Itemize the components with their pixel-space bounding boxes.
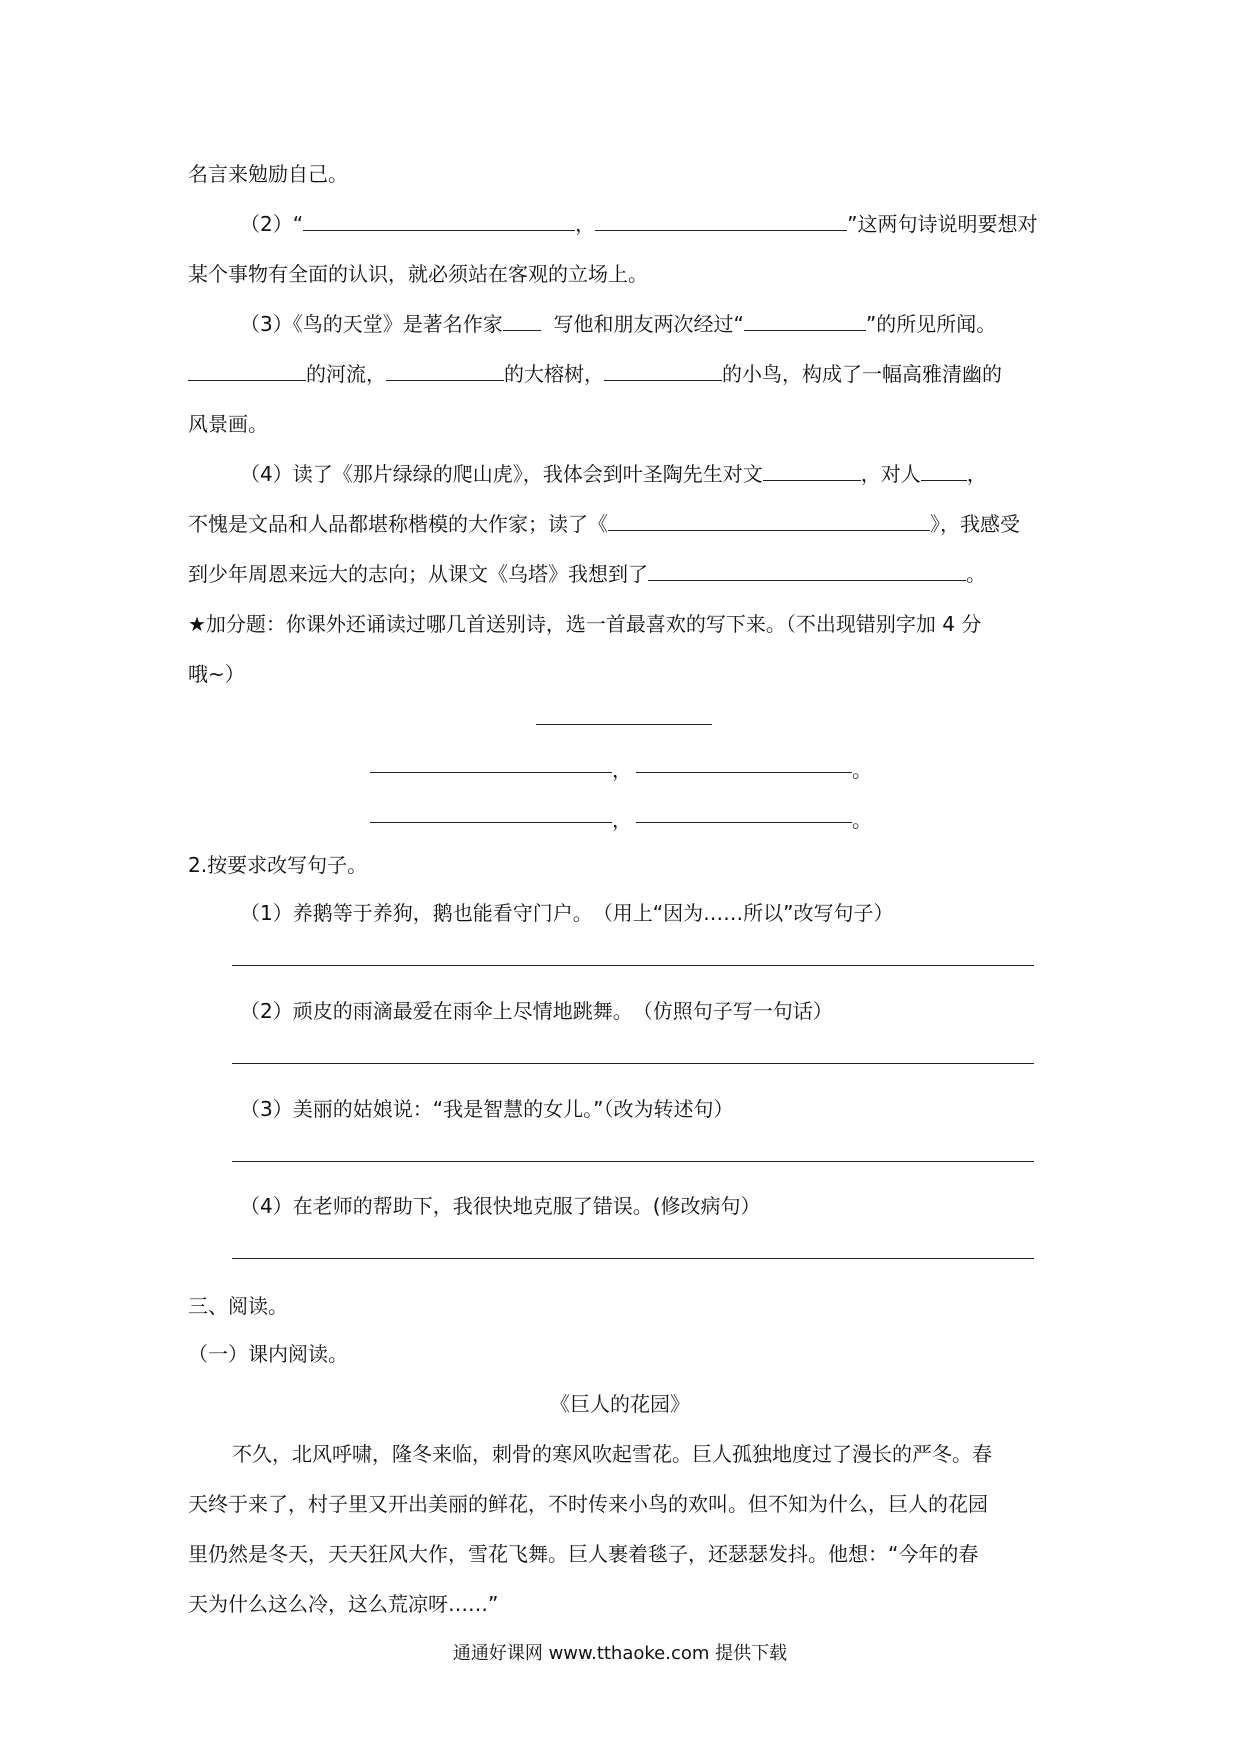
question-3-line3: 风景画。 <box>188 412 268 436</box>
poem-title-blank[interactable] <box>536 724 712 725</box>
q4-attitude-work-blank[interactable] <box>763 479 861 481</box>
bonus-question-line1: ★加分题：你课外还诵读过哪几首送别诗，选一首最喜欢的写下来。（不出现错别字加 4 分 <box>188 612 982 636</box>
question-4-line2 <box>188 514 1020 534</box>
q2-blank-2[interactable] <box>595 229 847 231</box>
q3-bird-blank[interactable] <box>604 379 722 381</box>
q2-prefix: （2）“ <box>240 212 304 236</box>
q2-suffix: ”这两句诗说明要想对 <box>847 212 1038 236</box>
section-3-subtitle: （一）课内阅读。 <box>188 1342 348 1366</box>
passage-line-4: 天为什么这么冷，这么荒凉呀……” <box>188 1592 499 1616</box>
poem-line2-period: 。 <box>852 808 872 832</box>
q3-author-blank[interactable] <box>503 329 541 331</box>
q4-text-title-blank[interactable] <box>608 529 930 531</box>
q3-part-a: （3）《鸟的天堂》是著名作家 <box>240 312 503 336</box>
q4-thought-blank[interactable] <box>648 579 966 581</box>
passage-line-3: 里仍然是冬天，天天狂风大作，雪花飞舞。巨人裹着毯子，还瑟瑟发抖。他想：“今年的春 <box>188 1542 979 1566</box>
poem-line2-blank-a[interactable] <box>370 822 612 823</box>
rewrite-item-1: （1）养鹅等于养狗，鹅也能看守门户。 （用上“因为……所以”改写句子） <box>240 901 894 925</box>
q4-part-f: 到少年周恩来远大的志向；从课文《乌塔》我想到了 <box>188 562 648 586</box>
rewrite-item-4: （4）在老师的帮助下，我很快地克服了错误。(修改病句） <box>240 1194 761 1218</box>
poem-line2-comma: ， <box>612 808 632 832</box>
question-3-line2 <box>188 364 1002 384</box>
question-3-line1 <box>240 314 996 334</box>
rewrite-answer-line-2[interactable] <box>232 1063 1034 1064</box>
q3-banyan-blank[interactable] <box>386 379 504 381</box>
q3-part-f: 的小鸟，构成了一幅高雅清幽的 <box>722 362 1002 386</box>
passage-line-1: 不久，北风呼啸，隆冬来临，刺骨的寒风吹起雪花。巨人孤独地度过了漫长的严冬。春 <box>232 1442 992 1466</box>
section-3-title: 三、阅读。 <box>188 1294 288 1318</box>
poem-line1-blank-a[interactable] <box>370 772 612 773</box>
rewrite-answer-line-3[interactable] <box>232 1161 1034 1162</box>
question-4-line3 <box>188 564 986 584</box>
q4-attitude-people-blank[interactable] <box>921 479 967 481</box>
poem-line1-period: 。 <box>852 758 872 782</box>
page-footer: 通通好课网 www.tthaoke.com 提供下载 <box>452 1643 788 1664</box>
q3-place-blank[interactable] <box>744 329 866 331</box>
q3-part-d: 的河流， <box>306 362 386 386</box>
rewrite-answer-line-4[interactable] <box>232 1258 1034 1259</box>
q2-blank-1[interactable] <box>303 229 575 231</box>
question-2-line1 <box>240 214 1037 234</box>
q3-river-blank[interactable] <box>188 379 306 381</box>
q4-part-g: 。 <box>966 562 986 586</box>
poem-line1-comma: ， <box>612 758 632 782</box>
q4-part-a: （4）读了《那片绿绿的爬山虎》，我体会到叶圣陶先生对文 <box>240 462 763 486</box>
section-2-title: 2.按要求改写句子。 <box>188 853 368 877</box>
q4-part-d: 不愧是文品和人品都堪称楷模的大作家；读了《 <box>188 512 608 536</box>
poem-line2-blank-b[interactable] <box>636 822 852 823</box>
poem-line1-blank-b[interactable] <box>636 772 852 773</box>
q2-comma: ， <box>575 212 596 236</box>
passage-title: 《巨人的花园》 <box>550 1392 690 1416</box>
q4-part-e: 》，我感受 <box>930 512 1020 536</box>
q3-part-b: 写他和朋友两次经过“ <box>553 312 744 336</box>
q3-part-e: 的大榕树， <box>504 362 604 386</box>
passage-line-2: 天终于来了，村子里又开出美丽的鲜花，不时传来小鸟的欢叫。但不知为什么，巨人的花园 <box>188 1492 988 1516</box>
rewrite-answer-line-1[interactable] <box>232 965 1034 966</box>
paragraph-tail: 名言来勉励自己。 <box>188 162 348 186</box>
q4-part-c: ， <box>966 462 987 486</box>
q4-part-b: ，对人 <box>860 462 921 486</box>
question-2-line2: 某个事物有全面的认识，就必须站在客观的立场上。 <box>188 262 648 286</box>
bonus-question-line2: 哦~） <box>188 662 245 686</box>
q3-part-c: ”的所见所闻。 <box>865 312 997 336</box>
question-4-line1 <box>240 464 987 484</box>
rewrite-item-2: （2）顽皮的雨滴最爱在雨伞上尽情地跳舞。 （仿照句子写一句话） <box>240 999 833 1023</box>
rewrite-item-3: （3）美丽的姑娘说：“我是智慧的女儿。”（改为转述句） <box>240 1097 734 1121</box>
